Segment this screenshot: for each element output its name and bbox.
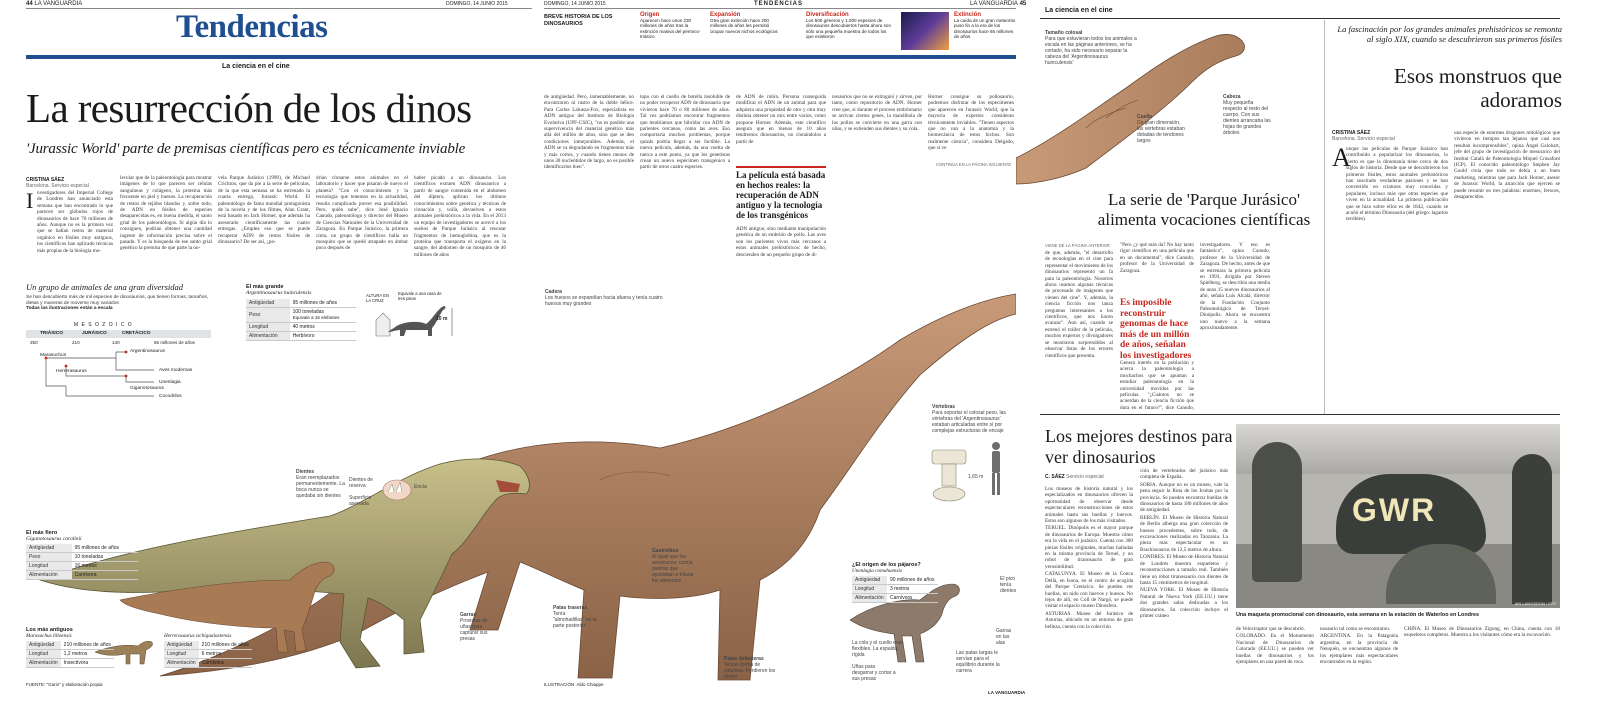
pullquote-rule	[736, 166, 826, 168]
photo-caption: Una maqueta promocional con dinosaurio, esta semana en la estación de Waterloo en Londres	[1236, 612, 1480, 618]
dino-giganotosaurus: Giganotosaurus	[130, 386, 164, 391]
monstruos-headline: Esos monstruos que adoramos	[1394, 64, 1562, 112]
center-section: TENDENCIAS	[754, 1, 804, 7]
fierce-species: Giganotosaurus carolinii	[26, 536, 82, 542]
oldest-species-a: Marasuchus lilloensis	[26, 633, 72, 639]
credits-source: FUENTE: "Garin" y elaboración propia	[26, 682, 103, 687]
fascinacion-deck: La fascinación por los grandes animales prehistóricos se remonta al siglo XIX, cuando se descubrieron sus primeros fósiles	[1337, 24, 1562, 44]
diversity-subtitle-2: Todas las ilustraciones están a escala	[26, 306, 113, 312]
main-col-3: vela Parque Jurásico (1990), de Michael Crichton, que da pie a la serie de películas, de la que esta semana se ha estrenado la cuarta entrega, Jurassic World. El paleontólogo de fama mundial protagonista de la novela y de los filmes, Alan Grant, está basado en Jack Horner, que además ha asesorado científicamente las cuatro entregas. ¿Emplea eso que se puede recuperar ADN de restos fósiles de dinosaurio? De ser así, ¿po-	[218, 175, 310, 246]
fierce-box	[26, 530, 146, 580]
tick-65: 65 millones de años	[154, 340, 195, 345]
right-vertical-rule	[1324, 20, 1325, 414]
fierce-label: El más fiero	[26, 530, 58, 536]
oldest-label: Los más antiguos	[26, 627, 73, 633]
tick-210: 210	[72, 340, 80, 345]
fierce-table: Antigüedad 95 millones de años Peso 10 toneladas Longitud 16 metros Alimentación Carnívora	[26, 544, 138, 580]
diversity-title: Un grupo de animales de una gran diversidad	[26, 282, 184, 292]
mejores-rule	[1040, 414, 1560, 415]
dino-unenlagia: Unenlagia	[159, 380, 181, 385]
ann-vertebras: Vértebras Para soportar el colosal peso, las vértebras del 'Argentinosaurus' estaban articuladas entre sí por complejas estructuras de encaje	[932, 404, 1006, 434]
continues-note: CONTINÚA EN LA PÁGINA SIGUIENTE	[936, 162, 1012, 167]
main-deck: 'Jurassic World' parte de premisas científicas pero es técnicamente inviable	[26, 141, 466, 157]
photo-credit: IAN LANGSDON / EFE	[1514, 601, 1556, 606]
center-top-rule	[544, 8, 1016, 9]
kicker: La ciencia en el cine	[222, 63, 290, 70]
photo-sign: GWR	[1352, 492, 1437, 528]
brief-history-label: BREVE HISTORIA DE LOS DINOSAURIOS	[544, 14, 613, 27]
monstruos-col-2: una especie de enormes dragones mitológicos que vivieron en tiempos tan lejanos que casi nos resultan incomprensibles", opina Ángel Galobart, jefe del grupo de investigación de mesozoico del Institut Català de Paleontologia Miquel Crusafont (ICP). El conocido paleontólogo Stephen Jay Gould creía que todo se debía a un buen marketing, mientras que para Jack Horner, asesor de Jurassic World, la atracción que ejercen se puede resumir en tres palabras: enormes, feroces, desaparecidos.	[1454, 130, 1560, 201]
mejores-col-5: CHINA. El Museo de Dinosaurios Zigong, en China, cuenta con 18 esqueletos completos. Muestra a los visitantes cómo era la excavación.	[1404, 626, 1560, 639]
brief-history-strip	[636, 12, 1016, 52]
mejores-col-3: de Velociraptor que se descubrió. COLORADO. En el Monumento Nacional de Dinosaurios de Colorado (EE.UU.) se pueden ver huellas de dinosaurios y los ejemplares en una pared de roca.	[1236, 626, 1314, 666]
serie-pullquote: Es imposible reconstruir genomas de hace más de un millón de años, señalan los investigadores	[1120, 298, 1192, 361]
ann-garras-alas: Garras en las alas	[996, 628, 1012, 646]
dino-modern-birds: Aves modernas	[159, 368, 193, 373]
birds-origin-label: ¿El origen de los pájaros?	[852, 562, 921, 568]
main-dropcap: I	[26, 188, 34, 213]
birds-origin-species: Unenlagia comahuensis	[852, 568, 902, 574]
oldest-table-a: Antigüedad 210 millones de años Longitud 1,2 metros Alimentación Insectívora	[26, 641, 114, 668]
ann-cuello: Cuello De gran dimensión, las vértebras estaban dotadas de tendones largos	[1137, 114, 1185, 144]
ann-superficie: Superficie aserrada	[349, 495, 372, 507]
center-col-5: Horner consigue su pollosaurio, podremos disfrutar de los especímenes que aparecen en Jurassic World, que la mayoría de expertos consideran técnicamente inviables. "Tienen aspectos que no van a la anatomía y la biomecánica de estos bichos. Son realmente ciencia", considera Delgado, que sí ve	[928, 94, 1014, 152]
height-note: Equivale a una casa de tres pisos	[398, 291, 442, 301]
serie-col-2b: Genera interés en la población y acerca la paleontología a muchachos que se apuntan a estudiar paleontología en la universidad movidos por las películas. "¿Cuántos no se acuerdan de la ciencia ficción que dura en el futuro?", dice Canudo,	[1120, 360, 1194, 410]
ann-dientes: Dientes Eran reemplazados permanentemente. La boca nunca se quedaba sin dientes	[296, 469, 345, 499]
history-extinction: Extinción La caída de un gran meteorito puso fin a la era de los dinosaurios hace 65 millones de años	[954, 12, 1016, 40]
largest-table: Antigüedad 95 millones de años Peso 100 toneladas Equivale a 16 elefantes Longitud 40 metros Alimentación Herbívoro	[246, 299, 356, 341]
waterloo-photo	[1236, 424, 1560, 608]
period-jurassic: JURÁSICO	[82, 331, 107, 336]
mejores-col-1: Los museos de historia natural y los especializados en dinosaurios ofrecen la oportunidad de observar desde espectaculares reconstrucciones de estos animales hasta sus huellas y huevos. Estos son algunos de los más visitados. TERUEL. Dinópolis es el mayor parque de dinosaurios de Europa. Muestra cómo era la vida en el jurásico. Cuenta con 300 piezas fósiles originales, muchas halladas en la misma provincia de Teruel, y un robot de tiranosaurio de gran verosimilitud. CATALUNYA. El Museo de la Conca Dellà, en Isona, en el centro de acogida del Parque Cretácico. Se pueden ver huellas, un nido con huevos y huesos. No lejos de allí, en Coll de Nargó, se puede visitar el espacio museo Dinosfera. ASTURIAS. Museo del Jurásico de Asturias, ubicado en un entorno de gran belleza, cuenta con la colección	[1045, 486, 1133, 630]
main-col-1: nvestigadores del Imperial College de Londres han anunciado esta semana que han encontrado lo que parecen ser glóbulos rojos de dinosaurios de hace 70 millones de años. Aunque no es la primera vez que se hallan restos de material orgánico en fósiles muy antiguos, los científicos han aplicado técnicas más propias de la biología mo-	[37, 190, 113, 254]
oldest-table-b: Antigüedad 210 millones de años Longitud 6 metros Alimentación Carnívora	[164, 641, 252, 668]
height-value: 10 m	[436, 316, 448, 322]
center-pullquote: La película está basada en hechos reales: la recuperación de ADN antiguo y la tecnología de los transgénicos	[736, 170, 826, 220]
section-brand: Tendencias	[176, 9, 328, 45]
dino-marasuchus: Marasuchus	[40, 353, 67, 358]
main-byline: CRISTINA SÁEZ Barcelona. Servicio especial	[26, 177, 89, 189]
ann-dientes-reserva: Dientes de reserva	[349, 477, 373, 489]
ann-person-height: 1,65 m	[968, 474, 984, 480]
main-headline: La resurrección de los dinos	[26, 85, 472, 131]
ann-encia: Encía	[414, 484, 427, 490]
ann-cabeza: Cabeza Muy pequeña respecto al resto del cuerpo. Con sus dientes arrancaba las hojas de grandes árboles	[1223, 94, 1271, 136]
ann-cadera: Cadera Los huesos se expandían hacia afuera y tenía cuatro huesos muy grandes	[545, 289, 663, 307]
ann-patas-largas: Las patas largas le servían para el equilibrio durante la carrera	[956, 650, 1000, 674]
birds-origin-table: Antigüedad 90 millones de años Longitud 3 metros Alimentación Carnívora	[852, 576, 938, 603]
main-col-2: lecular que de la paleontología para mostrar imágenes de lo que parecen ser células sanguíneas y colágeno, la proteína más frecuente en piel y huesos. La recuperación de restos de tejidos blandos y, sobre todo, de ADN en fósiles de especies desaparecidas es, en buena medida, el santo grial de los paleontólogos. Si algún día lo consiguen, podrían obtener una cantidad ingente de información precisa sobre el pasado. Y es la búsqueda de ese santo grial genético la premisa de que parte la no-	[120, 175, 212, 252]
right-page-number: LA VANGUARDIA 45	[970, 1, 1027, 7]
serie-headline: La serie de 'Parque Jurásico' alimenta vocaciones científicas	[1097, 190, 1311, 229]
section-blue-rule	[26, 55, 1016, 59]
left-date: DOMINGO, 14 JUNIO 2015	[446, 1, 508, 7]
history-diversification: Diversificación Los 500 géneros y 1.000 especies de dinosaurios descubiertos hasta ahora son sólo una pequeña muestra de todos los que existieron	[806, 12, 892, 40]
dino-argentinosaurus: Argentinosaurus	[130, 349, 165, 354]
diversity-subtitle: Se han descubierto más de mil especies de dinosaurios, que tienen formas, tamaños, dietas y maneras de moverse muy variados	[26, 295, 209, 306]
monstruos-dropcap: A	[1332, 143, 1351, 172]
tick-140: 140	[112, 340, 120, 345]
dino-crocodiles: Cocodrilos	[159, 394, 182, 399]
history-origin: Origen Aparecen hace unos 230 millones de años tras la extinción masiva del pérmico-triásico	[640, 12, 701, 40]
serie-col-1: de que, además, "el desarrollo de tecnologías en el cine para representar el movimiento de los dinosaurios representó un fa para la paleontología. Nosotros ahora usamos algunas técnicas de procesado de imágenes que vienen del cine". Y, además, la ciencia ficción nos lanza preguntas interesantes a los científicos, que nos hacen avanzar". Aun así, cuando se estrenó el tráiler de la película, muchos expertos y divulgadores se mostraron sorprendidos al observar listas de los errores científicos que presenta.	[1045, 250, 1113, 359]
mejores-col-4: nosaurio tal como se encontraron. ARGENTINA. En la Patagonia argentina, en la provincia de Neuquén, se encuentran algunos de los ejemplares más espectaculares encontrados en la región.	[1320, 626, 1398, 666]
mejores-byline: C. SÁEZ Servicio especial	[1045, 474, 1104, 480]
birds-origin-box	[852, 562, 942, 603]
monstruos-col-1: unque las películas de Parque Jurásico han contribuido a popularizar los dinosaurios, lo cierto es que la dinomanía tiene cerca de dos siglos de historia. Desde que se descubrieron los primeros fósiles, estos animales prehistóricos han suscitado verdaderas pasiones y se han convertido en criaturas muy conocidas y populares, incluso más que otras especies que viven en la actualidad. La primera publicación que se hizo sobre ellos es de 1842, cuando se acuñó el término Dinosauria (del griego: lagartos terribles).	[1346, 146, 1448, 223]
ann-garras: Garras Provistas de uñas para capturar sus presas	[460, 612, 488, 642]
oldest-box-b	[164, 633, 284, 668]
ann-cola: La cola y el cuello eran flexibles. La espalda, rígida	[852, 640, 904, 658]
mejores-col-2: ción de vertebrados del jurásico más completa de España. SORIA. Aunque no es un museo, vale la pena seguir la Ruta de los Icnitas por la provincia. Se pueden encontrar huellas de dinosaurios de hasta 180 millones de años de antigüedad. BERLÍN. El Museo de Historia Natural de Berlín alberga una gran colección de huesos procedentes, sobre todo, de excavaciones realizadas en Tanzania. La pieza más espectacular es un Brachiosaurus de 12,5 metros de altura. LONDRES. El Museo de Historia Natural de Londres muestra esqueletos y reconstrucciones a tamaño real. También tiene un robot tiranosaurio con dientes de hasta 15 centímetros de longitud. NUEVA YORK. El Museo de Historia Natural de Nueva York (EE.UU.) tiene dos grandes salas dedicadas a los dinosaurios. Su colección incluye el primer cráneo	[1140, 468, 1228, 619]
oldest-species-b: Herrerasaurus ischigualastensis	[164, 633, 232, 639]
center-col-4: nosaurios que no se extinguió y sirven, por tanto, como repositorio de ADN. Horner cree que, si durante el proceso embrionario se activan ciertos genes, la mandíbula de los pollos se convierte en una garra con uñas, y se extienden sus dientes y su cola.	[832, 94, 922, 133]
center-col-3: de ADN de rubín. Persona conseguida modificar el ADN de un animal para que adquiera una propiedad de otro y otra muy distinta obtener un mix entre varios, como propone Horner. Además, este científico asegura que en menos de 10 años tendremos dinosaurios, no clonándolos a partir de	[736, 94, 826, 145]
history-expansion: Expansión Otra gran extinción hace 200 millones de años les permitió ocupar nuevos nichos ecológicos	[710, 12, 778, 34]
dino-herrerasaurus: Herrerasaurus	[56, 369, 87, 374]
period-cretaceous: CRETÁCICO	[122, 331, 151, 336]
ann-unas: Uñas para desgarrar y cortar a sus presas	[852, 664, 896, 682]
period-triassic: TRIÁSICO	[40, 331, 63, 336]
center-col-1: de antigüedad. Pero, lamentablemente, no encontraron ni rastro de la doble hélice. Para Carlos Lalueza-Fox, especialista en ADN antiguo del Instituto de Biología Evolutiva (UPF-CSIC), "no es posible una supervivencia del material genético más allá del millón de años, sino que se den condiciones inmejorables. Además, el ADN se va degradando en fragmentos más y más cortos, y cuando tienes menos de unos 30 nucleótidos de largo, no es posible identificarlos bien".	[544, 94, 634, 171]
footer-paper: LA VANGUARDIA	[988, 690, 1026, 695]
mejores-headline: Los mejores destinos para ver dinosaurios	[1045, 426, 1233, 467]
main-col-5: haber picado a un dinosaurio. Los científicos extraen ADN dinosaurico a partir de sangre contenida en el abdomen del díptero, aplican los últimos conocimientos sobre genética y técnicas de clonación y, voilà, devuelven a estos animales prehistóricos a la vida. En el 2013 un equipo de investigadores se acercó a los sueños de Parque Jurásico al rescatar fragmentos de hemoglobina, que es la proteína que transporta el oxígeno en la sangre, del abdomen de un mosquito de 46 millones de años	[414, 175, 506, 258]
era-label: M E S O Z O I C O	[74, 322, 133, 328]
right-kicker: La ciencia en el cine	[1045, 7, 1113, 14]
vertebra-graphic	[932, 450, 966, 501]
height-label: ALTURA EN LA CRUZ	[366, 293, 389, 303]
credits-illustration: ILUSTRACIÓN: Aldo Chiappe	[544, 682, 604, 687]
ann-patas-delanteras: Patas delanteras Tenían forma de columna. Perdieron los dedos	[724, 656, 776, 680]
ann-gastrolitos: Gastrolitos Al igual que los avestruces, comía piedras que ayudaban a triturar los alimentos	[652, 548, 694, 584]
monstruos-byline: CRISTINA SÁEZ Barcelona. Servicio especial	[1332, 130, 1395, 142]
viene-note: VIENE DE LA PÁGINA ANTERIOR	[1045, 243, 1110, 248]
center-col-2: topo con el cuello de botella insoluble de no poder recuperar ADN de dinosaurio que vivieron hace 70 o 80 millones de años. Tal vez podríamos encontrar fragmentos que tendríamos que hibridar con ADN de parientes cercanos, como las aves. Eso comportaría muchos problemas, porque quizás podría llegar a ser factible. La nueva película, además, da una vuelta de tuerca a este punto, ya que los genetistas crean un nuevo espécimen transgénico a partir de otros cuatro especies.	[640, 94, 730, 171]
teeth-detail	[380, 478, 414, 502]
left-page-number: 44 LA VANGUARDIA	[26, 1, 83, 7]
ann-patas-traseras: Patas traseras Tenía "almohadillas" en la parte posterior	[553, 605, 597, 629]
main-col-4: drían clonarse estos animales en el laboratorio y hacer que pisaran de nuevo el planeta? "Con el conocimiento y la tecnología que tenemos en la actualidad, resulta complicado prever esa posibilidad. Pero, quién sabe", dice José Ignacio Canudo, paleontólogo y director del Museo de Ciencias Naturales de la Universidad de Zaragoza. En Parque Jurásico, la primera cinta, un grupo de científicos halla un mosquito que se quedó atrapado en ámbar poco después de	[316, 175, 408, 252]
largest-label: El más grande	[246, 284, 284, 290]
serie-col-3: investigadores. Y eso es fantástico", opina Canudo, profesor de la Universidad de Zaragoza. De hecho, antes de que se estrenara la primera película en 1993, dirigida por Steven Spielberg, se describía una media de unos 15 nuevos dinosaurios al año, señala Luis Alcalá, director de la Fundación Conjunto Paleontológico de Teruel-Dinópolis. Ahora se encuentra uno nuevo a la semana aproximadamente.	[1200, 242, 1270, 332]
center-col-3b: ADN antiguo, sino mediante manipulación genética de un embrión de pollo. Las aves son los parientes vivos más cercanos a estos animales prehistóricos: de hecho, descienden de un pequeño grupo de di-	[736, 226, 826, 258]
largest-species: Argentinosaurus huinculensis	[246, 290, 312, 296]
ann-tamano: Tamaño colosal Para que estuvieran todos los animales a escala en las páginas anteriores, se ha cortado, ha sido necesario separar la cabeza del 'Argentinosaurus huinculensis'	[1045, 30, 1137, 66]
tick-250: 250	[30, 340, 38, 345]
meteor-image	[901, 12, 949, 50]
center-date: DOMINGO, 14 JUNIO 2015	[544, 1, 606, 7]
serie-col-2: "Pero ¿y qué más da? No hay tanto rigor científico en una película que en un documental", dice Canudo, profesor de la Universidad de Zaragoza.	[1120, 242, 1194, 274]
ann-pico: El pico tenía dientes	[1000, 576, 1017, 594]
